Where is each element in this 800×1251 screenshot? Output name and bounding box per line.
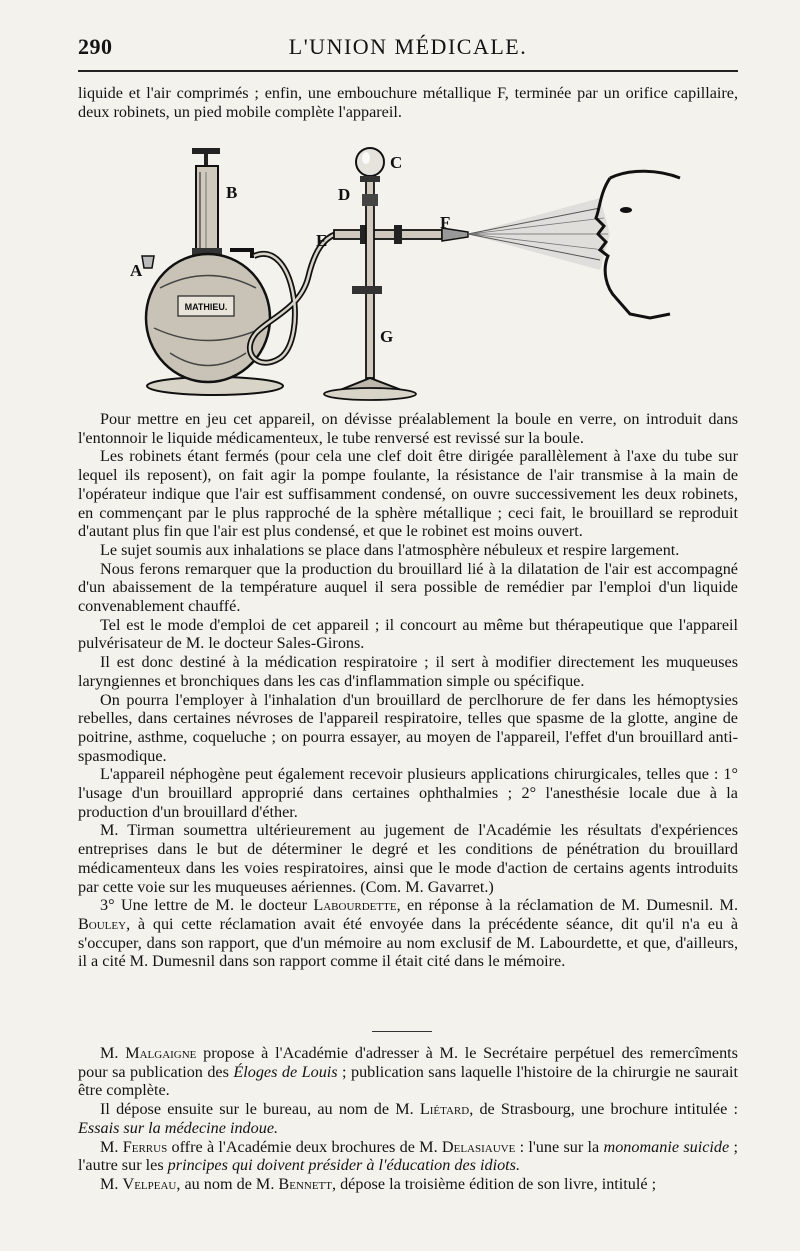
air-tube <box>334 230 442 239</box>
header-rule <box>78 70 738 72</box>
label-e: E <box>316 231 328 250</box>
page-number: 290 <box>78 34 113 59</box>
name-bouley: Bouley <box>78 914 127 933</box>
name-ferrus: Ferrus <box>122 1137 168 1156</box>
patient-profile <box>596 178 670 318</box>
intro-paragraph <box>78 84 738 121</box>
stand-column <box>366 178 374 378</box>
paragraph-10: 3° Une lettre de M. le docteur Labourdette, en réponse à la réclamation de M. Dumesnil. M. Bouley, à qui cette réclamation avait été envoyée dans la précédente séance, dit qu'il n'a eu à s'occuper, dans son rapport, que d'un mémoire au nom exclusif de M. Labourdette, et que, d'ailleurs, il a cité M. Dumesnil dans son rapport comme il était cité dans le mémoire. <box>78 896 738 971</box>
label-g: G <box>380 327 394 346</box>
name-labourdette: Labourdette <box>313 896 397 915</box>
label-b: B <box>226 183 238 202</box>
paragraph-9: M. Tirman soumettra ultérieurement au jugement de l'Académie les résultats d'expériences entreprises dans le but de déterminer le degré et les conditions de pénétration du brouillard médicamenteux dans les voies respiratoires, ainsi que le mode d'action de certains agents introduits par cette voie sur les muqueuses aériennes. (Com. M. Gavarret.) <box>78 821 738 896</box>
body-text-lower <box>78 1044 738 1194</box>
paragraph-14: M. Velpeau, au nom de M. Bennett, dépose la troisième édition de son livre, intitulé ; <box>100 1174 657 1193</box>
label-a: A <box>130 261 143 280</box>
maker-plate-text: MATHIEU. <box>184 302 228 312</box>
running-title: L'UNION MÉDICALE. <box>288 34 528 59</box>
page-header <box>78 34 738 64</box>
metal-sphere <box>146 254 270 382</box>
paragraph-1: Pour mettre en jeu cet appareil, on dévisse préalablement la boule en verre, on introduit dans l'entonnoir le liquide médicamenteux, le tube renversé est revissé sur la boule. <box>78 410 738 447</box>
title-eloges: Éloges de Louis <box>233 1062 338 1081</box>
title-principes: principes qui doivent présider à l'éducation des idiots. <box>167 1156 521 1175</box>
paragraph-5: Tel est le mode d'emploi de cet appareil ; il concourt au même but thérapeutique que l'appareil pulvérisateur de M. le docteur Sales-Girons. <box>78 615 738 653</box>
paragraph-6: Il est donc destiné à la médication respiratoire ; il sert à modifier directement les muqueuses laryngiennes et bronchiques dans les cas d'inflammation simple ou spécifique. <box>78 653 738 690</box>
paragraph-2: Les robinets étant fermés (pour cela une clef doit être dirigée parallèlement à l'axe du tube sur lequel ils reposent), on fait agir la pompe foulante, la résistance de l'air transmise à la main de l'opérateur indique que l'air est suffisamment condensé, on ouvre successivement les deux robinets, en commençant par le plus rapproché de la sphère métallique ; ceci fait, le brouillard se reproduit d'autant plus fin que l'air est plus condensé, et que le robinet est moins ouvert. <box>78 447 738 541</box>
paragraph-8: L'appareil néphogène peut également recevoir plusieurs applications chirurgicales, telles que : 1° l'usage d'un brouillard approprié dans certaines ophthalmies ; 2° l'anesthésie locale due à la production d'un brouillard d'éther. <box>78 765 738 821</box>
label-d: D <box>338 185 351 204</box>
eye <box>620 207 632 213</box>
nephogene-apparatus-illustration <box>130 138 690 408</box>
intro-text: liquide et l'air comprimés ; enfin, une embouchure métallique F, terminée par un orifice capillaire, deux robinets, un pied mobile complète l'appareil. <box>78 84 738 121</box>
title-monomanie: monomanie suicide <box>603 1137 730 1156</box>
name-malgaigne: Malgaigne <box>125 1044 197 1062</box>
paragraph-12: Il dépose ensuite sur le bureau, au nom de M. Liétard, de Strasbourg, une brochure intitulée : Essais sur la médecine indoue. <box>78 1100 738 1137</box>
paragraph-13: M. Ferrus offre à l'Académie deux brochures de M. Delasiauve : l'une sur la monomanie suicide ; l'autre sur les principes qui doivent présider à l'éducation des idiots. <box>78 1137 738 1175</box>
paragraph-3: Le sujet soumis aux inhalations se place dans l'atmosphère nébuleux et respire largement. <box>100 540 680 559</box>
body-text-main <box>78 410 738 971</box>
label-f: F <box>440 213 451 232</box>
tap-2 <box>394 225 402 244</box>
paragraph-11: M. Malgaigne propose à l'Académie d'adresser à M. le Secrétaire perpétuel des remercîments pour sa publication des Éloges de Louis ; publication sans laquelle l'histoire de la chirurgie ne saurait être complète. <box>78 1044 739 1100</box>
paragraph-4: Nous ferons remarquer que la production du brouillard lié à la dilatation de l'air est accompagné d'un abaissement de la température auquel il sera possible de remédier par l'emploi d'un liquide convenablement chauffé. <box>78 559 738 616</box>
label-c: C <box>390 153 403 172</box>
glass-ball <box>356 148 384 176</box>
name-bennett: Bennett <box>278 1174 332 1193</box>
section-separator <box>372 1031 432 1032</box>
name-delasiauve: Delasiauve <box>441 1137 516 1156</box>
title-essais: Essais sur la médecine indoue. <box>78 1118 279 1137</box>
name-velpeau: Velpeau <box>122 1174 177 1193</box>
paragraph-7: On pourra l'employer à l'inhalation d'un brouillard de perclhorure de fer dans les hémoptysies rebelles, dans certaines névroses de l'appareil respiratoire, telles que spasme de la glotte, angine de poitrine, asthme, coqueluche ; on pourra essayer, au moyen de l'appareil, l'effet d'un brouillard anti-spasmodique. <box>78 690 738 765</box>
name-lietard: Liétard <box>419 1100 470 1119</box>
